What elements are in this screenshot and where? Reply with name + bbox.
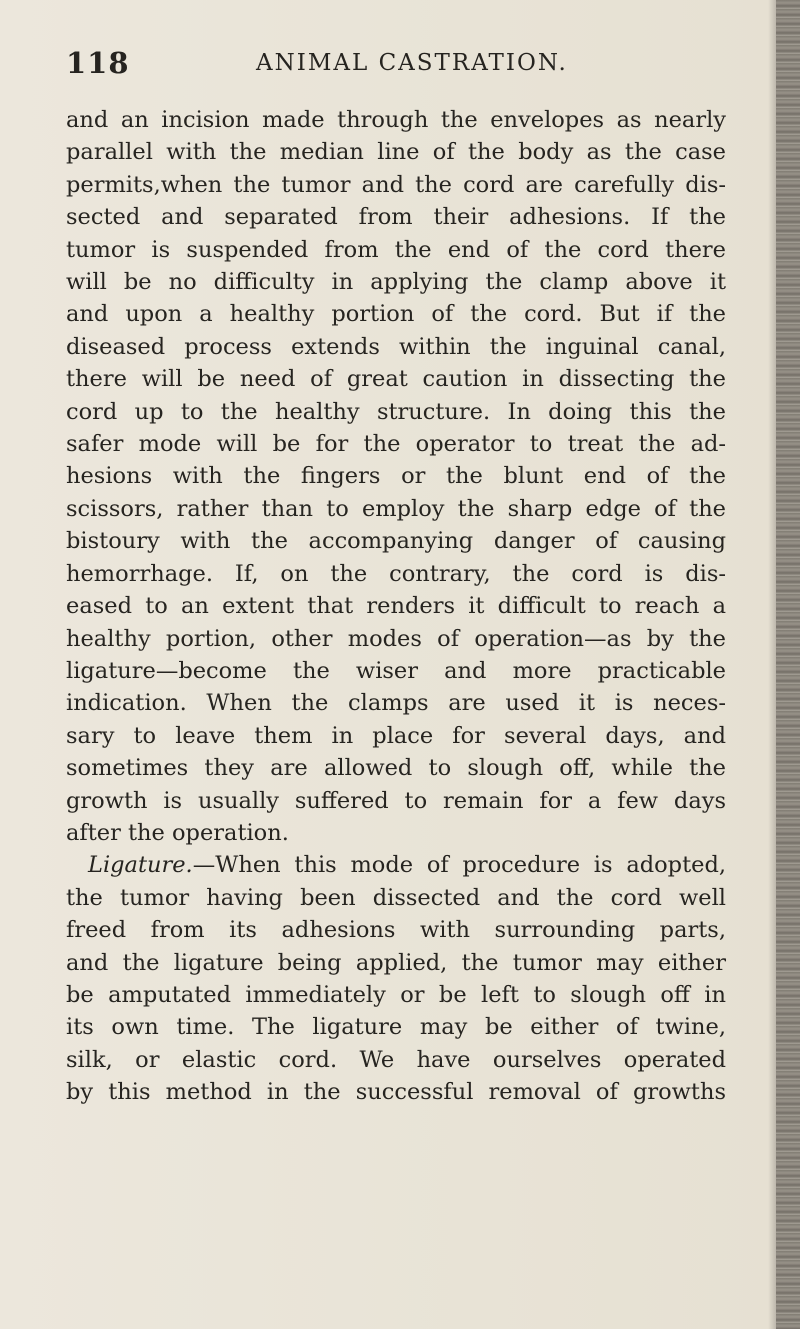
- text-line: and the ligature being applied, the tumor may either: [66, 949, 726, 976]
- ligature-first-line: [66, 849, 726, 881]
- ligature-first-line-text: —When this mode of procedure is adopted,: [192, 852, 726, 879]
- text-line: cord up to the healthy structure. In doing this the: [66, 398, 726, 425]
- text-line: after the operation.: [66, 819, 289, 846]
- body-text: [66, 104, 726, 1109]
- page-header: [66, 46, 726, 86]
- text-line: parallel with the median line of the body as the case: [66, 139, 726, 166]
- text-line: sected and separated from their adhesions. If the: [66, 204, 726, 231]
- text-line: hesions with the fingers or the blunt end of the: [66, 463, 726, 490]
- text-line: the tumor having been dissected and the cord well: [66, 884, 726, 911]
- text-line: its own time. The ligature may be either of twine,: [66, 1014, 726, 1041]
- book-edge: [776, 0, 800, 1329]
- text-line: permits,when the tumor and the cord are carefully dis-: [66, 171, 726, 198]
- text-line: there will be need of great caution in dissecting the: [66, 366, 726, 393]
- text-line: by this method in the successful removal of growths: [66, 1079, 726, 1106]
- ligature-heading: Ligature.: [88, 852, 193, 879]
- text-line: tumor is suspended from the end of the cord there: [66, 236, 726, 263]
- text-line: growth is usually suffered to remain for a few days: [66, 787, 726, 814]
- text-line: and upon a healthy portion of the cord. But if the: [66, 301, 726, 328]
- text-line: safer mode will be for the operator to treat the ad-: [66, 431, 726, 458]
- text-line: silk, or elastic cord. We have ourselves operated: [66, 1046, 726, 1073]
- text-line: freed from its adhesions with surrounding parts,: [66, 917, 726, 944]
- text-line: ligature—become the wiser and more practicable: [66, 657, 726, 684]
- text-line: eased to an extent that renders it difficult to reach a: [66, 593, 726, 620]
- page-gutter-shadow: [768, 0, 776, 1329]
- running-head: ANIMAL CASTRATION.: [256, 50, 568, 76]
- text-line: hemorrhage. If, on the contrary, the cord is dis-: [66, 560, 726, 587]
- text-line: diseased process extends within the inguinal canal,: [66, 333, 726, 360]
- page-number: 118: [66, 46, 130, 80]
- text-line: bistoury with the accompanying danger of causing: [66, 528, 726, 555]
- text-line: and an incision made through the envelopes as nearly: [66, 107, 726, 133]
- text-line: be amputated immediately or be left to slough off in: [66, 981, 726, 1008]
- text-line: sometimes they are allowed to slough off, while the: [66, 755, 726, 782]
- text-line: healthy portion, other modes of operation—as by the: [66, 625, 726, 652]
- text-line: will be no difficulty in applying the clamp above it: [66, 269, 726, 296]
- text-line: indication. When the clamps are used it is neces-: [66, 690, 726, 717]
- text-line: sary to leave them in place for several days, and: [66, 722, 726, 749]
- text-line: scissors, rather than to employ the sharp edge of the: [66, 495, 726, 522]
